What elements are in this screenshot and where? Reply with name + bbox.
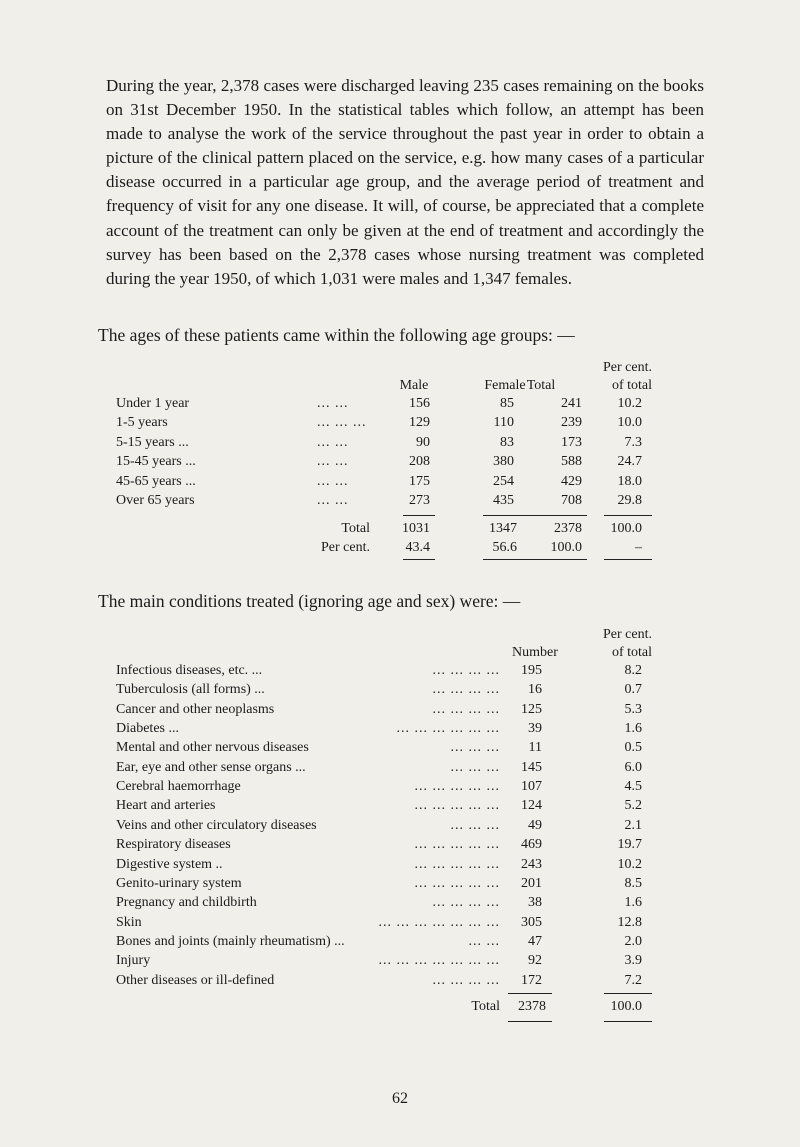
leader-dots: ... ... ... ... ... — [414, 856, 500, 872]
condition-label: Respiratory diseases — [116, 837, 231, 853]
rule-number-bottom — [508, 1021, 552, 1022]
total-count: 588 — [561, 454, 582, 470]
condition-percent: 10.2 — [617, 856, 642, 872]
total-count: 429 — [561, 473, 582, 489]
condition-label: Tuberculosis (all forms) ... — [116, 682, 265, 698]
condition-percent: 1.6 — [624, 721, 642, 737]
age-group-label: 5-15 years ... — [116, 434, 189, 450]
leader-dots: ... ... ... ... ... — [414, 875, 500, 891]
age-group-label: 15-45 years ... — [116, 454, 196, 470]
percent-of-total: 18.0 — [617, 473, 642, 489]
male-count: 156 — [409, 396, 430, 411]
rule-total — [519, 515, 587, 516]
percent-pct: – — [635, 540, 642, 555]
condition-number: 124 — [521, 798, 542, 814]
male-count: 208 — [409, 454, 430, 470]
condition-percent: 4.5 — [624, 779, 642, 795]
leader-dots: ... ... — [468, 933, 500, 949]
total-count: 241 — [561, 396, 582, 411]
male-count: 175 — [409, 473, 430, 489]
female-count: 254 — [493, 473, 514, 489]
female-count: 380 — [493, 454, 514, 470]
condition-percent: 8.5 — [624, 875, 642, 891]
leader-dots: ... ... — [317, 454, 349, 470]
percent-of-total: 10.0 — [617, 415, 642, 431]
condition-label: Cancer and other neoplasms — [116, 701, 275, 717]
condition-percent: 19.7 — [617, 837, 642, 853]
percent-of-total: 24.7 — [617, 454, 642, 470]
leader-dots: ... ... ... ... ... ... — [396, 721, 500, 737]
condition-percent: 8.2 — [624, 663, 642, 678]
condition-percent: 5.3 — [624, 701, 642, 717]
conditions-intro: The main conditions treated (ignoring age and sex) were: — — [98, 591, 521, 611]
condition-label: Digestive system .. — [116, 856, 223, 872]
condition-number: 145 — [521, 759, 542, 775]
condition-percent: 12.8 — [617, 914, 642, 930]
leader-dots: ... ... — [317, 396, 349, 411]
conditions-total-number: 2378 — [518, 999, 546, 1014]
condition-number: 125 — [521, 701, 542, 717]
total-pct: 100.0 — [610, 521, 642, 536]
leader-dots: ... ... ... ... ... — [414, 779, 500, 795]
ages-header-female: Female — [484, 378, 526, 393]
condition-label: Genito-urinary system — [116, 875, 242, 891]
female-count: 435 — [493, 493, 514, 508]
conditions-total-label: Total — [471, 999, 500, 1014]
leader-dots: ... ... ... ... ... ... ... — [378, 953, 500, 969]
ages-intro: The ages of these patients came within the following age groups: — — [98, 325, 575, 345]
condition-percent: 0.7 — [624, 682, 642, 698]
condition-label: Veins and other circulatory diseases — [116, 817, 317, 833]
age-group-label: 45-65 years ... — [116, 473, 196, 489]
female-count: 85 — [500, 396, 514, 411]
rule-number — [508, 993, 552, 994]
leader-dots: ... ... ... ... — [432, 682, 500, 698]
leader-dots: ... ... ... — [450, 759, 500, 775]
leader-dots: ... ... — [317, 493, 349, 508]
condition-number: 92 — [528, 953, 542, 969]
rule-total-bottom — [519, 559, 587, 560]
percent-of-total: 29.8 — [617, 493, 642, 508]
ages-header-male: Male — [399, 378, 429, 393]
condition-percent: 0.5 — [624, 740, 642, 756]
condition-label: Ear, eye and other sense organs ... — [116, 759, 306, 775]
condition-label: Mental and other nervous diseases — [116, 740, 309, 756]
condition-percent: 2.0 — [624, 933, 642, 949]
condition-number: 201 — [521, 875, 542, 891]
condition-label: Injury — [116, 953, 151, 969]
rule-male — [403, 515, 435, 516]
page-number: 62 — [392, 1090, 408, 1107]
condition-label: Pregnancy and childbirth — [116, 895, 257, 911]
rule-pct — [604, 515, 652, 516]
condition-percent: 3.9 — [624, 953, 642, 969]
leader-dots: ... ... — [317, 473, 349, 489]
condition-label: Cerebral haemorrhage — [116, 779, 241, 795]
leader-dots: ... ... ... — [450, 817, 500, 833]
ages-header-total: Total — [526, 378, 556, 393]
leader-dots: ... ... ... ... — [432, 701, 500, 717]
rule-pct — [604, 993, 652, 994]
percent-male: 43.4 — [405, 540, 430, 555]
conditions-header-pct-line2: of total — [611, 645, 652, 660]
total-count: 173 — [561, 434, 582, 450]
leader-dots: ... ... ... ... — [432, 895, 500, 911]
percent-of-total: 10.2 — [617, 396, 642, 411]
leader-dots: ... ... ... — [450, 740, 500, 756]
total-count: 708 — [561, 493, 582, 508]
rule-female-bottom — [483, 559, 519, 560]
condition-number: 469 — [521, 837, 542, 853]
conditions-header-number: Number — [512, 645, 558, 660]
total-row-label: Total — [341, 521, 370, 536]
leader-dots: ... ... — [317, 434, 349, 450]
condition-label: Infectious diseases, etc. ... — [116, 663, 263, 678]
total-count: 239 — [561, 415, 582, 431]
body-paragraph: During the year, 2,378 cases were discharged leaving 235 cases remaining on the books on 31st December 1950. In the statistical tables which follow, an attempt has been made to analyse the work of the service throughout the past year in order to obtain a picture of the clinical pattern placed on the service, e.g. how many cases of a particular disease occurred in a particular age group, and the average period of treatment and frequency of visit for any one disease. It will, of course, be appreciated that a complete account of the treatment can only be given at the end of treatment and accordingly the survey has been based on the 2,378 cases whose nursing treatment was completed during the year 1950, of which 1,031 were males and 1,347 females. — [106, 76, 704, 288]
conditions-header-pct-line1: Per cent. — [603, 627, 652, 642]
condition-percent: 7.2 — [624, 972, 642, 988]
total-male: 1031 — [402, 521, 430, 536]
leader-dots: ... ... ... ... ... — [414, 798, 500, 814]
condition-label: Diabetes ... — [116, 721, 179, 737]
rule-pct-bottom — [604, 1021, 652, 1022]
age-group-label: 1-5 years — [116, 415, 168, 431]
condition-number: 305 — [521, 914, 542, 930]
condition-percent: 2.1 — [624, 817, 642, 833]
total-female: 1347 — [489, 521, 517, 536]
condition-number: 11 — [528, 740, 542, 756]
age-group-label: Under 1 year — [116, 396, 190, 411]
condition-label: Heart and arteries — [116, 798, 216, 814]
ages-header-pct-line2: of total — [611, 378, 652, 393]
leader-dots: ... ... ... ... ... ... ... — [378, 914, 500, 930]
female-count: 83 — [500, 434, 514, 450]
percent-of-total: 7.3 — [624, 434, 642, 450]
condition-label: Bones and joints (mainly rheumatism) ... — [116, 933, 345, 949]
condition-percent: 6.0 — [624, 759, 642, 775]
rule-pct-bottom — [604, 559, 652, 560]
conditions-total-pct: 100.0 — [610, 999, 642, 1014]
rule-male-bottom — [403, 559, 435, 560]
age-group-label: Over 65 years — [116, 493, 195, 508]
condition-percent: 1.6 — [624, 895, 642, 911]
male-count: 129 — [409, 415, 430, 431]
ages-header-pct-line1: Per cent. — [603, 360, 652, 375]
leader-dots: ... ... ... ... — [432, 663, 500, 678]
percent-row-label: Per cent. — [321, 540, 370, 555]
male-count: 90 — [416, 434, 430, 450]
condition-number: 195 — [521, 663, 542, 678]
condition-number: 38 — [528, 895, 542, 911]
leader-dots: ... ... ... ... — [432, 972, 500, 988]
percent-female: 56.6 — [492, 540, 517, 555]
total-total: 2378 — [554, 521, 582, 536]
condition-number: 49 — [528, 817, 542, 833]
condition-percent: 5.2 — [624, 798, 642, 814]
female-count: 110 — [493, 415, 514, 431]
male-count: 273 — [409, 493, 430, 508]
rule-female — [483, 515, 519, 516]
condition-number: 16 — [528, 682, 542, 698]
condition-number: 107 — [521, 779, 542, 795]
condition-number: 39 — [528, 721, 542, 737]
condition-number: 47 — [528, 933, 542, 949]
percent-total: 100.0 — [550, 540, 582, 555]
condition-number: 172 — [521, 972, 542, 988]
leader-dots: ... ... ... ... ... — [414, 837, 500, 853]
leader-dots: ... ... ... — [317, 415, 367, 431]
condition-number: 243 — [521, 856, 542, 872]
condition-label: Other diseases or ill-defined — [116, 972, 275, 988]
condition-label: Skin — [116, 914, 142, 930]
